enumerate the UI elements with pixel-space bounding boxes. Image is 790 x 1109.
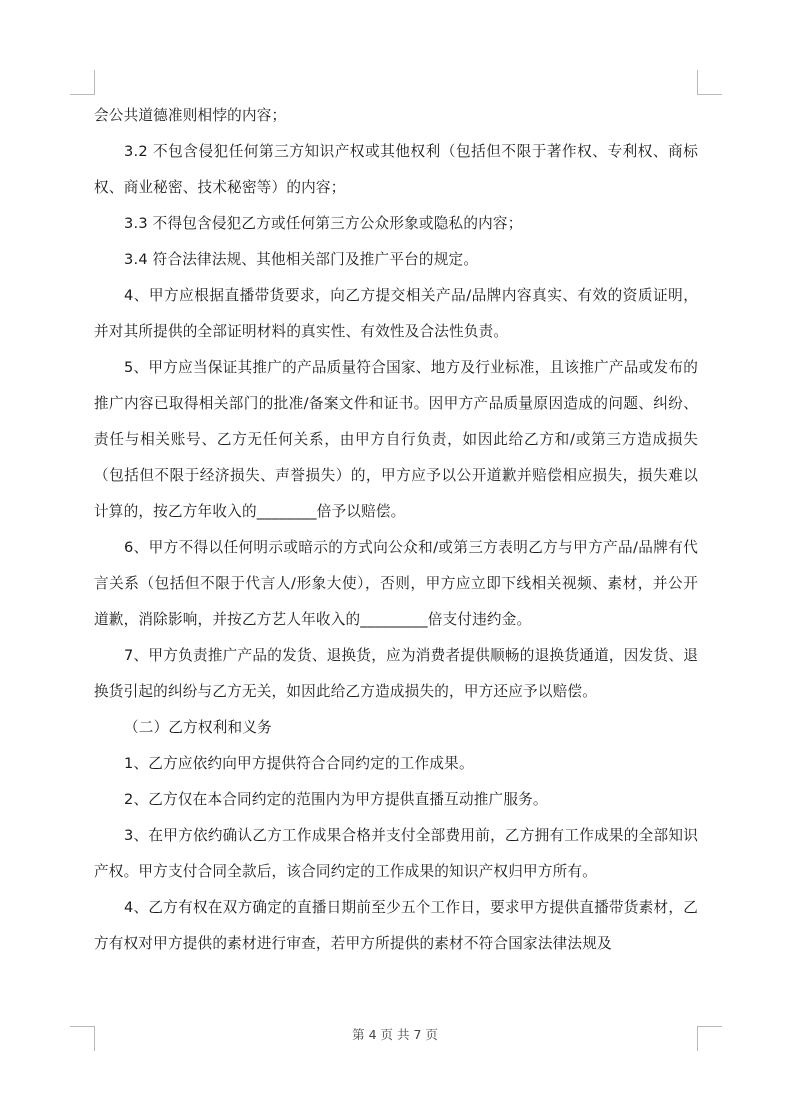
page-number-footer: 第 4 页 共 7 页 xyxy=(352,1027,438,1042)
document-body xyxy=(94,98,698,962)
paragraph: 5、甲方应当保证其推广的产品质量符合国家、地方及行业标准，且该推广产品或发布的推广内容已取得相关部门的批准/备案文件和证书。因甲方产品质量原因造成的问题、纠纷、责任与相关账号、乙方无任何关系，由甲方自行负责，如因此给乙方和/或第三方造成损失（包括但不限于经济损失、声誉损失）的，甲方应予以公开道歉并赔偿相应损失，损失难以计算的，按乙方年收入的________倍予以赔偿。 xyxy=(94,359,698,520)
paragraph: 6、甲方不得以任何明示或暗示的方式向公众和/或第三方表明乙方与甲方产品/品牌有代言关系（包括但不限于代言人/形象大使），否则，甲方应立即下线相关视频、素材，并公开道歉，消除影响，并按乙方艺人年收入的_________倍支付违约金。 xyxy=(94,539,698,628)
paragraph: 会公共道德准则相悖的内容； xyxy=(94,107,287,124)
crop-mark-top-left xyxy=(70,70,95,95)
paragraph: 1、乙方应依约向甲方提供符合合同约定的工作成果。 xyxy=(124,755,474,772)
paragraph: 3、在甲方依约确认乙方工作成果合格并支付全部费用前，乙方拥有工作成果的全部知识产权。甲方支付合同全款后，该合同约定的工作成果的知识产权归甲方所有。 xyxy=(94,827,698,880)
paragraph: 3.3 不得包含侵犯乙方或任何第三方公众形象或隐私的内容； xyxy=(124,215,523,232)
paragraph: 4、乙方有权在双方确定的直播日期前至少五个工作日，要求甲方提供直播带货素材，乙方有权对甲方提供的素材进行审查，若甲方所提供的素材不符合国家法律法规及 xyxy=(94,899,698,952)
paragraph: 7、甲方负责推广产品的发货、退换货，应为消费者提供顺畅的退换货通道，因发货、退换货引起的纠纷与乙方无关，如因此给乙方造成损失的，甲方还应予以赔偿。 xyxy=(94,647,698,700)
paragraph: 4、甲方应根据直播带货要求，向乙方提交相关产品/品牌内容真实、有效的资质证明，并对其所提供的全部证明材料的真实性、有效性及合法性负责。 xyxy=(94,287,698,340)
crop-mark-top-right xyxy=(697,70,722,95)
paragraph: 2、乙方仅在本合同约定的范围内为甲方提供直播互动推广服务。 xyxy=(124,791,548,808)
section-heading: （二）乙方权利和义务 xyxy=(124,719,272,736)
paragraph: 3.2 不包含侵犯任何第三方知识产权或其他权利（包括但不限于著作权、专利权、商标权、商业秘密、技术秘密等）的内容； xyxy=(94,143,698,196)
paragraph: 3.4 符合法律法规、其他相关部门及推广平台的规定。 xyxy=(124,251,479,268)
